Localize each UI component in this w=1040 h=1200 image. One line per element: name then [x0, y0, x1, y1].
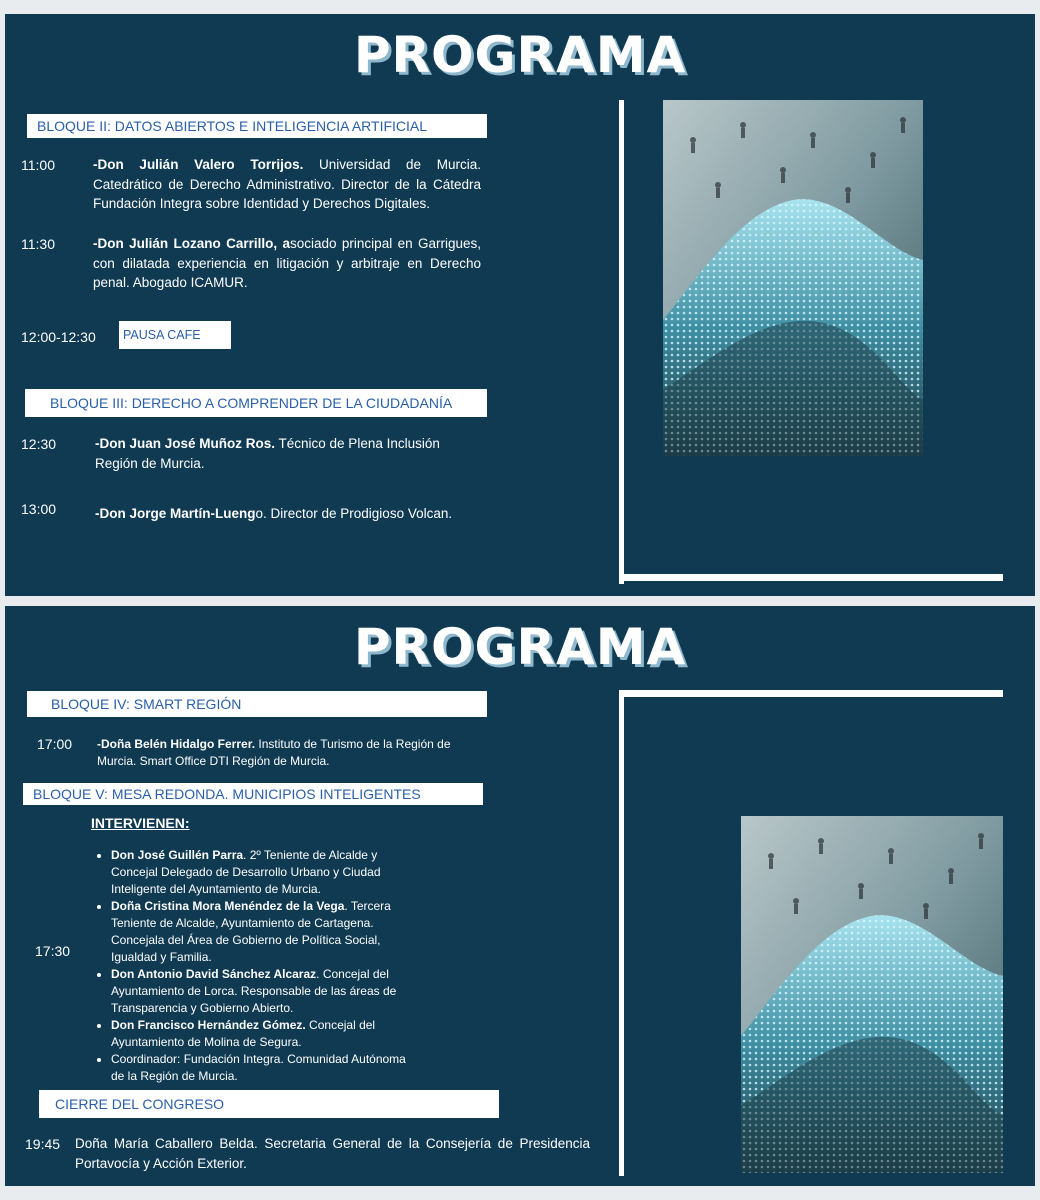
frame-horizontal-line	[619, 690, 1003, 697]
time-19-45: 19:45	[25, 1136, 61, 1152]
time-11-30: 11:30	[21, 236, 55, 252]
panelist-list	[93, 847, 421, 1085]
list-item	[111, 966, 421, 1017]
speaker-name: -Don Julián Valero Torrijos.	[93, 157, 304, 172]
entry-12-30	[95, 434, 475, 473]
time-17-30: 17:30	[35, 943, 71, 959]
time-11-00: 11:00	[21, 157, 55, 173]
speaker-description: o. Director de Prodigioso Volcan.	[255, 506, 453, 521]
frame-vertical-line	[619, 100, 624, 584]
block-4-header: BLOQUE IV: SMART REGIÓN	[27, 691, 487, 717]
block-5-header: BLOQUE V: MESA REDONDA. MUNICIPIOS INTELIGENTES	[23, 783, 483, 805]
list-item	[111, 1017, 421, 1051]
intervienen-heading: INTERVIENEN:	[91, 815, 190, 831]
speaker-name: -Don Juan José Muñoz Ros.	[95, 436, 276, 451]
panelist-role: . Concejal del Ayuntamiento de Lorca. Responsable de las áreas de Transparencia y Gobierno Abierto.	[111, 967, 397, 1015]
panelist-name: Doña Cristina Mora Menéndez de la Vega	[111, 899, 345, 913]
digital-crowd-image	[741, 816, 1003, 1173]
panelist-role: . 2º Teniente de Alcalde y Concejal Delegado de Desarrollo Urbano y Ciudad Inteligente del Ayuntamiento de Murcia.	[111, 848, 381, 896]
coordinator-text: Coordinador: Fundación Integra. Comunidad Autónoma de la Región de Murcia.	[111, 1052, 406, 1083]
list-item	[111, 898, 421, 966]
coffee-break-label: PAUSA CAFE	[119, 321, 231, 349]
entry-19-45: Doña María Caballero Belda. Secretaria General de la Consejería de Presidencia Portavocía y Acción Exterior.	[75, 1136, 590, 1171]
frame-vertical-line	[619, 690, 624, 1176]
block-2-header: BLOQUE II: DATOS ABIERTOS E INTELIGENCIA ARTIFICIAL	[27, 114, 487, 138]
program-slide-2	[5, 606, 1035, 1186]
panelist-name: Don Francisco Hernández Gómez.	[111, 1018, 306, 1032]
list-item	[111, 1051, 421, 1085]
speaker-name: -Doña Belén Hidalgo Ferrer.	[97, 737, 256, 751]
time-12-30: 12:30	[21, 436, 57, 452]
frame-horizontal-line	[619, 574, 1003, 581]
entry-11-30	[93, 234, 481, 293]
panelist-role: . Tercera Teniente de Alcalde, Ayuntamiento de Cartagena. Concejala del Área de Gobierno de Política Social, Igualdad y Familia.	[111, 899, 391, 964]
speaker-description: Universidad de Murcia. Catedrático de Derecho Administrativo. Director de la Cátedra Fundación Integra sobre Identidad y Derechos Digitales.	[93, 157, 481, 211]
speaker-description: sociado principal en Garrigues, con dilatada experiencia en litigación y arbitraje en Derecho penal. Abogado ICAMUR.	[93, 236, 481, 290]
panelist-name: Don Antonio David Sánchez Alcaraz	[111, 967, 317, 981]
speaker-description: Técnico de Plena Inclusión Región de Murcia.	[95, 436, 440, 471]
entry-11-00	[93, 155, 481, 214]
speaker-description: Instituto de Turismo de la Región de Murcia. Smart Office DTI Región de Murcia.	[97, 737, 451, 768]
program-slide-1	[5, 14, 1035, 596]
closing-header: CIERRE DEL CONGRESO	[39, 1090, 499, 1118]
slide-title: PROGRAMA	[353, 26, 687, 84]
panelist-role: Concejal del Ayuntamiento de Molina de Segura.	[111, 1018, 376, 1049]
time-13-00: 13:00	[21, 501, 57, 517]
digital-crowd-image	[663, 100, 923, 456]
block-3-header: BLOQUE III: DERECHO A COMPRENDER DE LA CIUDADANÍA	[25, 389, 487, 417]
panelist-name: Don José Guillén Parra	[111, 848, 244, 862]
list-item	[111, 847, 421, 898]
slide-title: PROGRAMA	[353, 618, 687, 676]
entry-13-00	[95, 504, 495, 524]
speaker-name: -Don Jorge Martín-Lueng	[95, 506, 256, 521]
entry-17-00	[97, 736, 477, 770]
time-17-00: 17:00	[37, 736, 73, 752]
speaker-name: -Don Julián Lozano Carrillo, a	[93, 236, 291, 251]
time-pausa: 12:00-12:30	[21, 329, 96, 345]
